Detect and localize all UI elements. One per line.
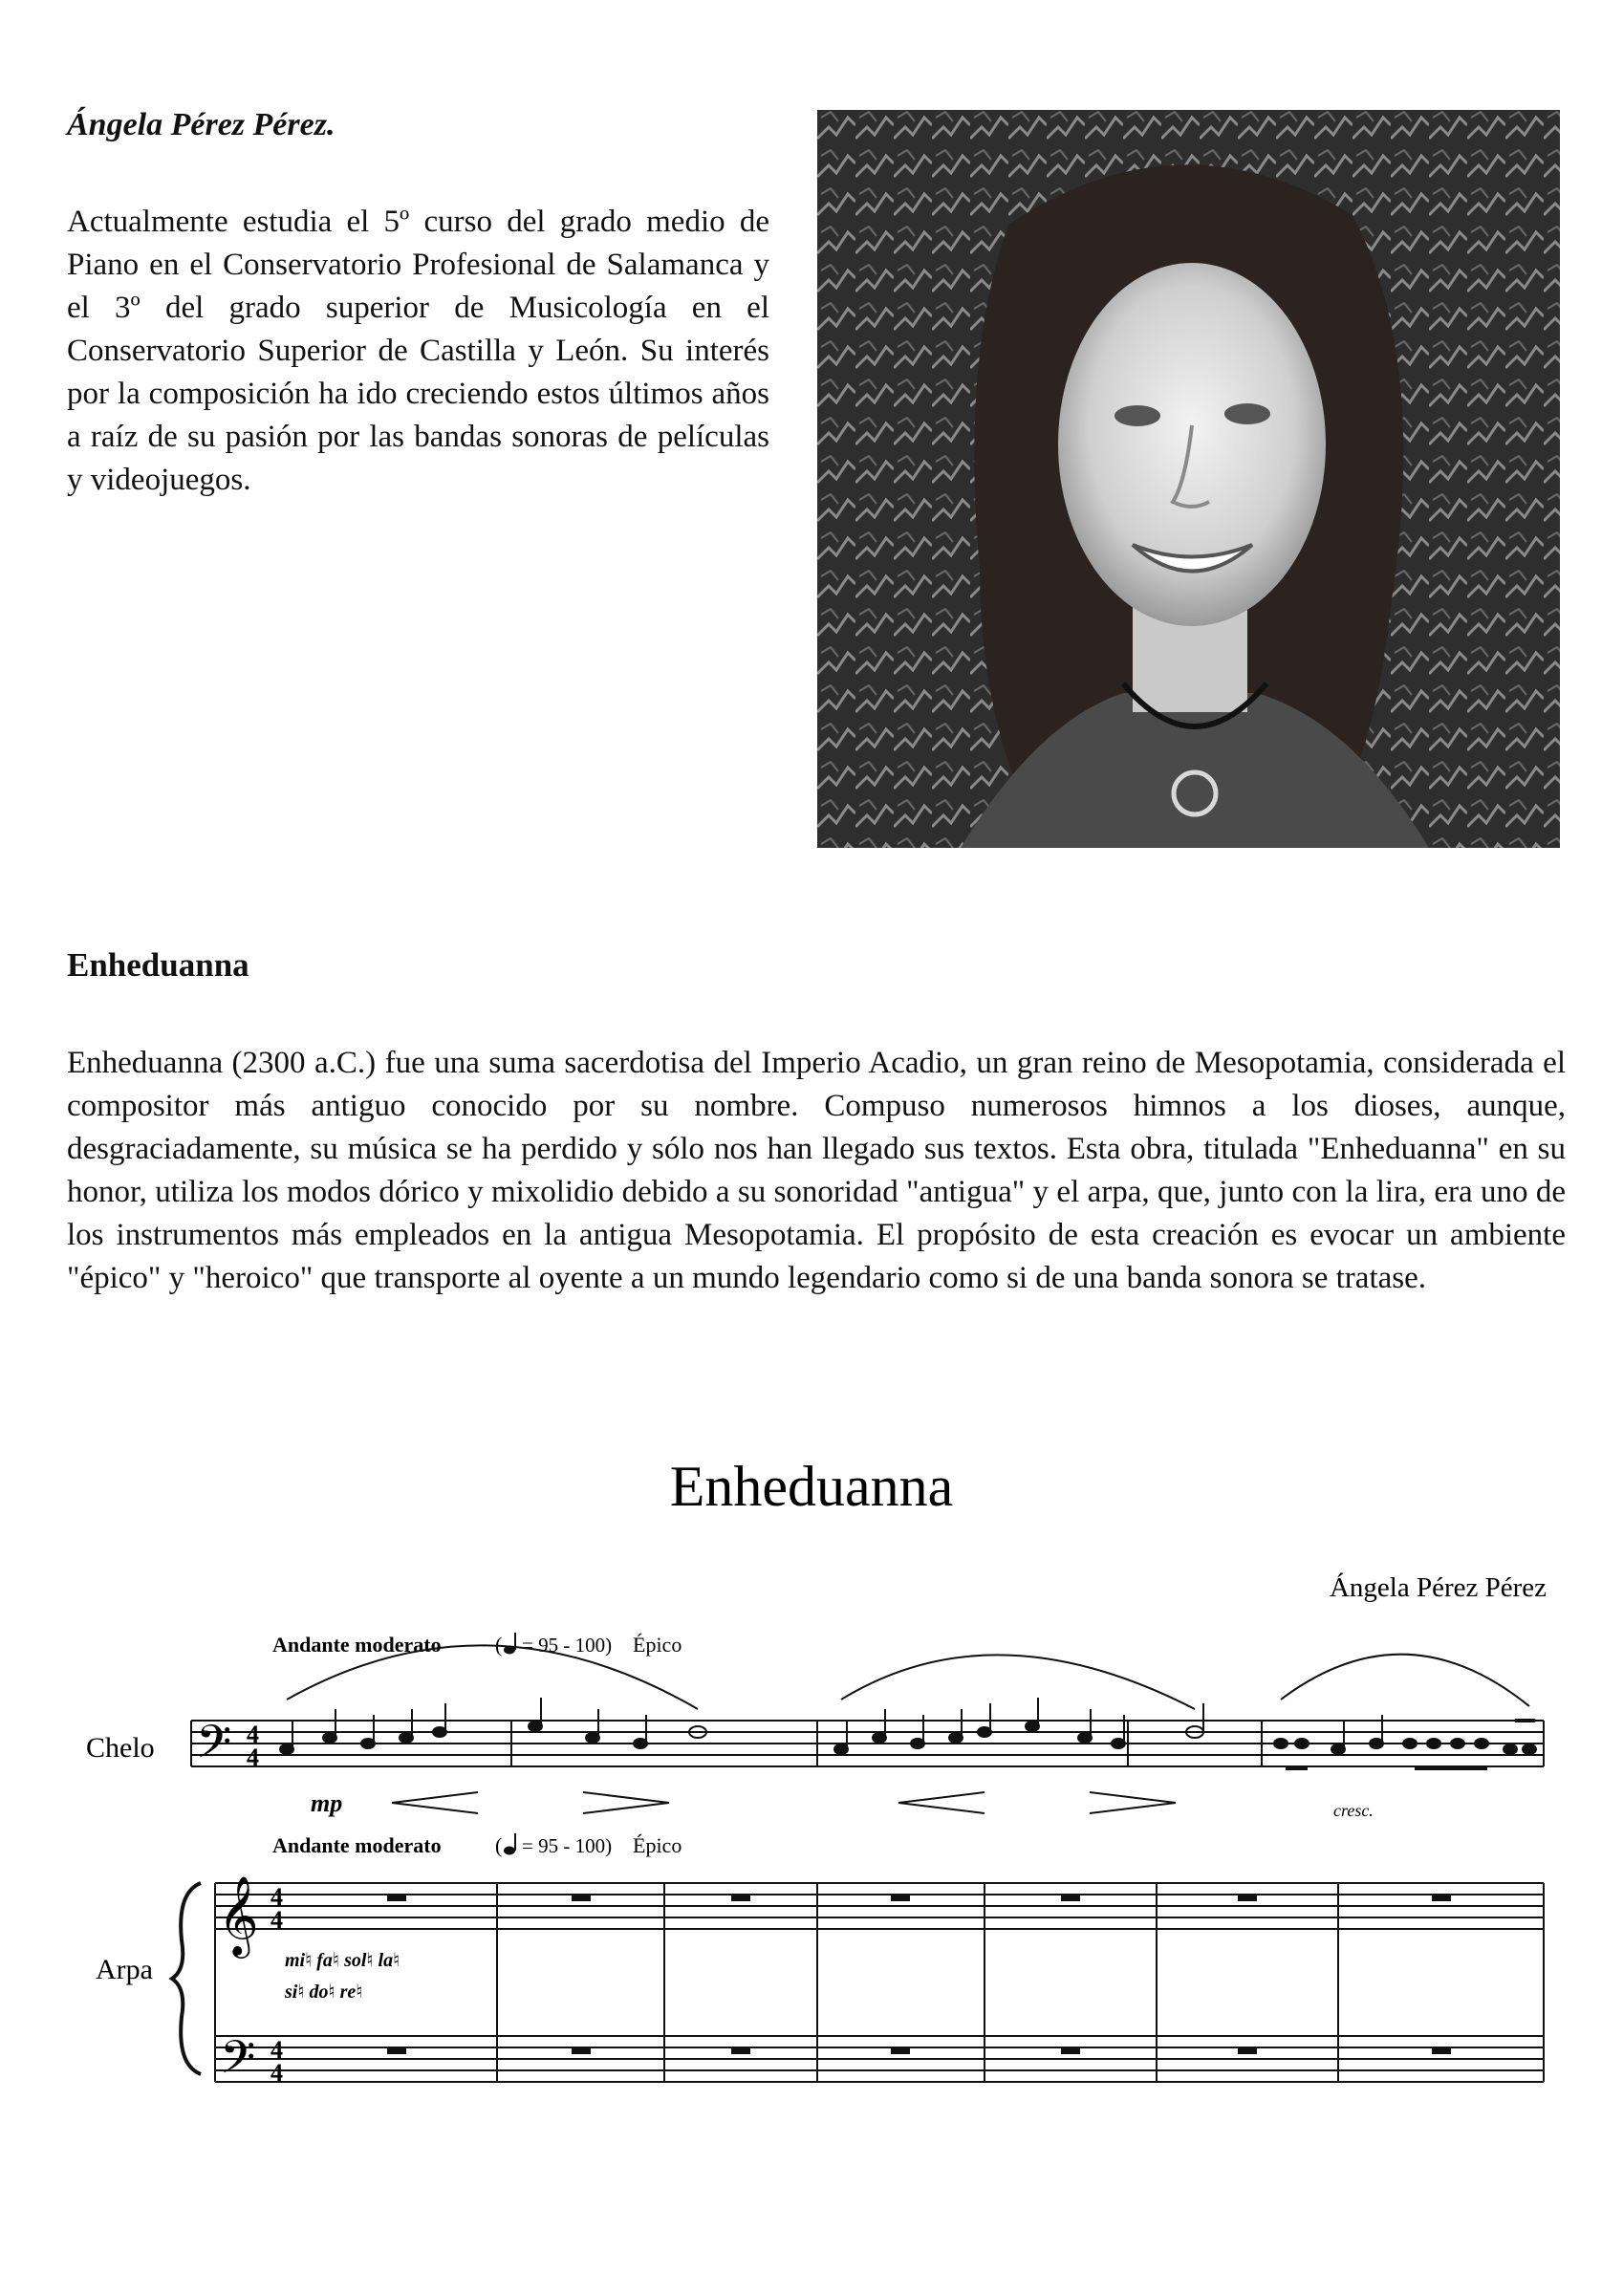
whole-rests <box>387 1895 1451 2054</box>
tempo-marking-harp: Andante moderato <box>272 1833 442 1857</box>
bass-clef-icon: 𝄢 <box>196 1717 232 1779</box>
treble-clef-icon: 𝄞 <box>218 1877 259 1954</box>
author-name: Ángela Pérez Pérez. <box>67 107 335 142</box>
bass-clef-icon: 𝄢 <box>220 2032 256 2094</box>
tempo-marking-cello: Andante moderato <box>272 1633 442 1657</box>
character-cello: Épico <box>633 1633 682 1657</box>
instrument-label-harp: Arpa <box>96 1954 153 1985</box>
harp-treble-staff <box>215 1883 1544 1929</box>
tempo-value-cello: = 95 - 100) <box>522 1634 613 1657</box>
harp-pedal-line-2: si♮ do♮ re♮ <box>285 1982 363 2003</box>
cello-staff <box>191 1721 1544 1766</box>
time-signature-den: 4 <box>270 1906 283 1934</box>
harp-bass-staff <box>215 2036 1544 2082</box>
score-composer: Ángela Pérez Pérez <box>1329 1572 1547 1603</box>
score-title: Enheduanna <box>669 1462 954 1518</box>
tempo-value-harp: = 95 - 100) <box>522 1834 613 1857</box>
quarter-note-icon <box>504 1833 515 1855</box>
time-signature-den: 4 <box>247 1744 259 1771</box>
cello-slurs <box>287 1645 1529 1709</box>
work-description: Enheduanna (2300 a.C.) fue una suma sacerdotisa del Imperio Acadio, un gran reino de Mesopotamia, considerada el compositor más antiguo conocido por su nombre. Compuso numerosos himnos a los dioses, aunque, desgraciadamente, su música se ha perdido y sólo nos han llegado sus textos. Esta obra, titulada "Enheduanna" en su honor, utiliza los modos dórico y mixolidio debido a su sonoridad "antigua" y el arpa, que, junto con la lira, era uno de los instrumentos más empleados en la antigua Mesopotamia. El propósito de esta creación es evocar un ambiente "épico" y "heroico" que transporte al oyente a un mundo legendario como si de una banda sonora se tratase. <box>67 1046 1566 1295</box>
instrument-label-cello: Chelo <box>86 1732 155 1764</box>
tempo-open-cello: ( <box>495 1633 503 1657</box>
time-signature-num: 4 <box>270 2036 283 2064</box>
hairpins <box>392 1792 1176 1813</box>
dynamic-cresc: cresc. <box>1333 1801 1374 1820</box>
harp-barlines <box>215 1883 1544 2082</box>
dynamic-mp: mp <box>311 1789 343 1817</box>
tempo-open-harp: ( <box>495 1833 503 1857</box>
time-signature-den: 4 <box>270 2059 283 2087</box>
harp-brace <box>172 1883 201 2074</box>
sheet-music <box>0 1462 1623 2132</box>
time-signature-num: 4 <box>247 1721 259 1748</box>
work-heading: Enheduanna <box>67 946 249 984</box>
time-signature-num: 4 <box>270 1883 283 1911</box>
author-bio: Actualmente estudia el 5º curso del grado medio de Piano en el Conservatorio Profesional de Salamanca y el 3º del grado superior de Musicología en el Conservatorio Superior de Castilla y León. Su interés por la composición ha ido creciendo estos últimos años a raíz de su pasión por las bandas sonoras de películas y videojuegos. <box>67 205 769 497</box>
quarter-note-icon <box>504 1633 515 1655</box>
author-photo <box>817 110 1560 848</box>
character-harp: Épico <box>633 1833 682 1857</box>
harp-pedal-line-1: mi♮ fa♮ sol♮ la♮ <box>285 1950 400 1971</box>
